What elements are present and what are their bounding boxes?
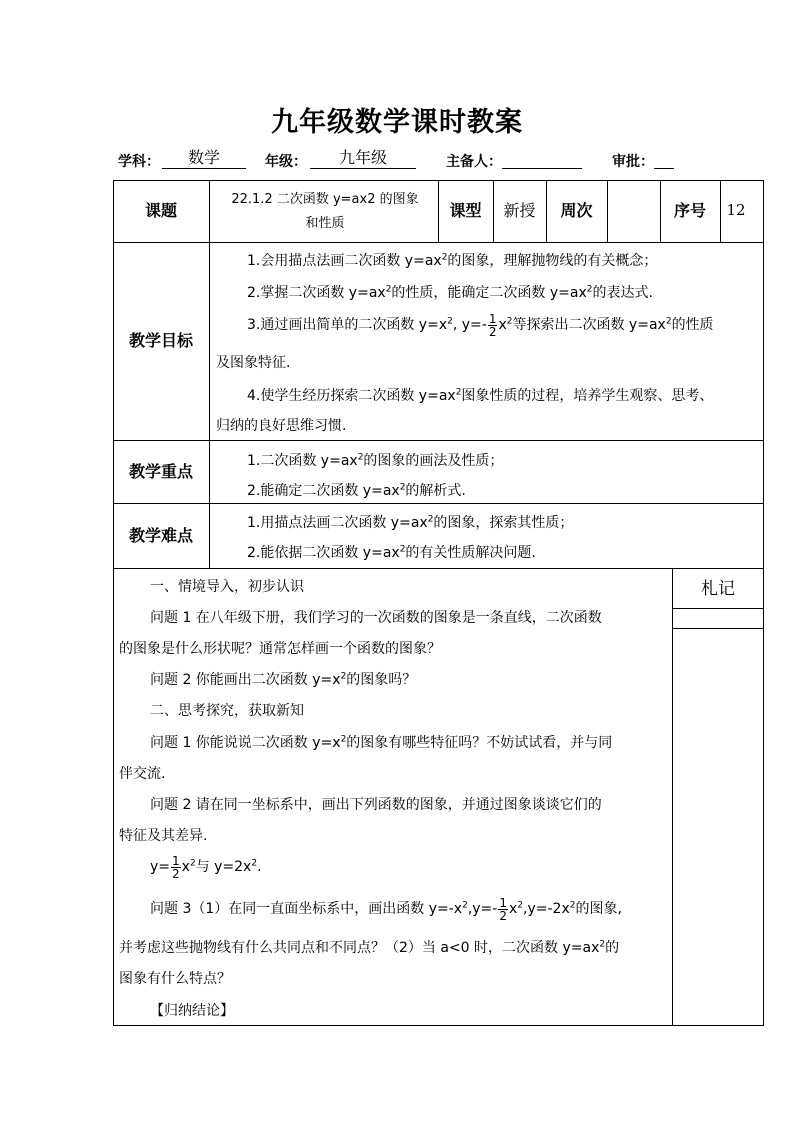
type-value: 新授 — [503, 201, 536, 220]
section-2-heading: 二、思考探究，获取新知 — [150, 703, 304, 719]
body-q1-line2: 的图象是什么形状呢？通常怎样画一个函数的图象？ — [119, 641, 441, 657]
grade-label: 年级： — [265, 154, 307, 170]
fraction-half: $\frac{1}{2}$ — [488, 311, 497, 339]
subject-value: 数学 — [162, 148, 246, 169]
body-p1-line1: 问题 1 你能说说二次函数 $y=x^2$的图象有哪些特征吗？不妨试试看，并与同 — [150, 734, 613, 751]
preparer-label: 主备人： — [446, 154, 502, 170]
difficulties-label: 教学难点 — [128, 526, 193, 545]
section-1-heading: 一、情境导入，初步认识 — [150, 579, 304, 595]
key-points-label: 教学重点 — [128, 462, 193, 481]
body-p3-line1: 问题 3（1）在同一直面坐标系中，画出函数 $y=-x^2,y=-$ $\frac{1}{2}$ $x^2,y=-2x^2$的图象, — [150, 895, 622, 923]
topic-line-1: 22.1.2 二次函数 y=ax2 的图象 — [231, 192, 419, 207]
objective-1: 1.会用描点法画二次函数 $y=ax^2$的图象，理解抛物线的有关概念； — [247, 252, 658, 269]
difficulty-1: 1.用描点法画二次函数 $y=ax^2$的图象，探索其性质； — [247, 514, 574, 531]
body-p1-line2: 伴交流. — [119, 766, 166, 782]
body-formula-1: y= $\frac{1}{2}$ $x^2$与 $y=2x^2$. — [150, 853, 262, 881]
body-p2-line2: 特征及其差异. — [119, 828, 208, 844]
body-q2: 问题 2 你能画出二次函数 $y=x^2$的图象吗？ — [150, 671, 417, 688]
body-q1-line1: 问题 1 在八年级下册，我们学习的一次函数的图象是一条直线，二次函数 — [150, 610, 602, 626]
conclusion-heading: 【归纳结论】 — [150, 1003, 234, 1019]
body-p3-line2: 并考虑这些抛物线有什么共同点和不同点？（2）当 a<0 时，二次函数 $y=ax^2$的 — [119, 939, 620, 956]
subject-label: 学科： — [118, 154, 160, 170]
body-p2-line1: 问题 2 请在同一坐标系中，画出下列函数的图象，并通过图象谈谈它们的 — [150, 797, 602, 813]
approver-label: 审批： — [612, 154, 654, 170]
key-point-2: 2.能确定二次函数 $y=ax^2$的解析式. — [247, 482, 466, 499]
topic-line-2: 和性质 — [305, 216, 345, 231]
grade-value: 九年级 — [310, 148, 416, 169]
objective-2: 2.掌握二次函数 $y=ax^2$的性质，能确定二次函数 $y=ax^2$的表达式. — [247, 284, 653, 301]
objective-4-cont: 归纳的良好思维习惯. — [216, 418, 347, 434]
notes-label: 札记 — [701, 579, 735, 599]
topic-value — [213, 188, 437, 236]
objective-3-cont: 及图象特征. — [216, 355, 291, 371]
key-point-1: 1.二次函数 $y=ax^2$的图象的画法及性质； — [247, 452, 504, 469]
objective-4: 4.使学生经历探索二次函数 $y=ax^2$图象性质的过程，培养学生观察、思考、 — [247, 387, 714, 404]
seq-label: 序号 — [673, 201, 706, 220]
page-title: 九年级数学课时教案 — [271, 107, 523, 138]
difficulty-2: 2.能依据二次函数 $y=ax^2$的有关性质解决问题. — [247, 544, 536, 561]
week-label: 周次 — [560, 201, 593, 220]
objectives-label: 教学目标 — [128, 331, 193, 350]
topic-label: 课题 — [144, 201, 177, 220]
body-p3-line3: 图象有什么特点？ — [119, 971, 231, 987]
objective-3: 3.通过画出简单的二次函数 $y=x^2$, y=- $\frac{1}{2}$ $x^2$等探索出二次函数 $y=ax^2$的性质 — [247, 311, 714, 339]
seq-value: 12 — [726, 201, 746, 219]
type-label: 课型 — [449, 201, 482, 220]
